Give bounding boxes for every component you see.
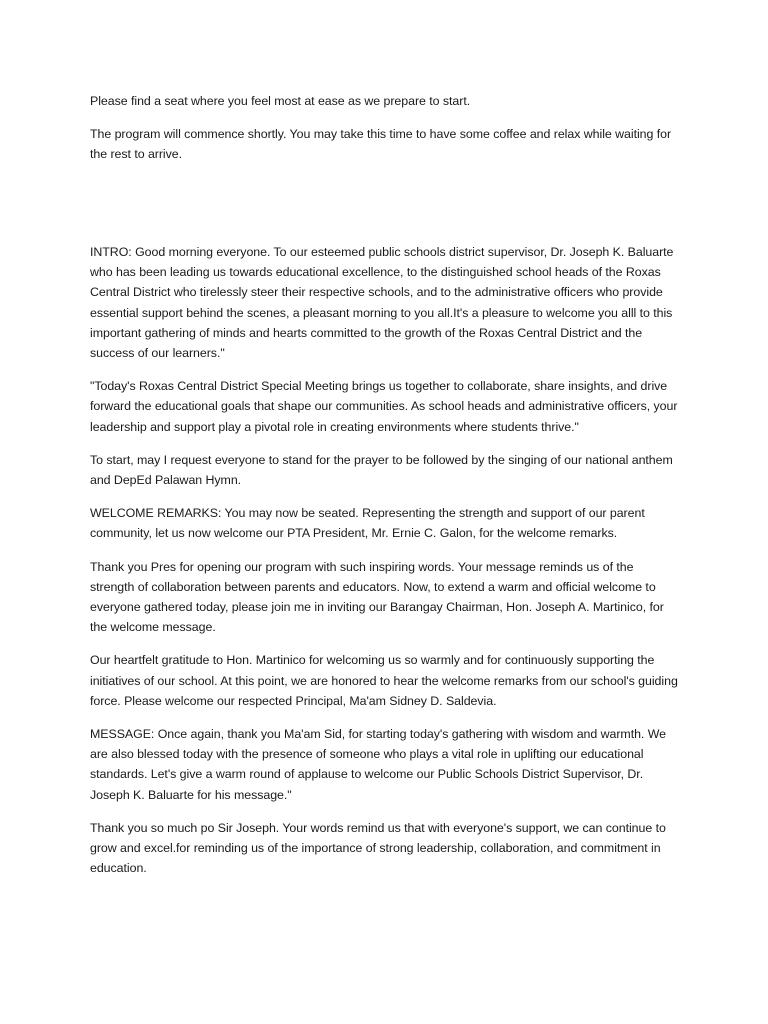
seating-paragraph: Please find a seat where you feel most at ease as we prepare to start. (90, 94, 471, 108)
opening-notes (90, 91, 680, 178)
intro-paragraph: INTRO: Good morning everyone. To our esteemed public schools district supervisor, Dr. Joseph K. Baluarte who has been leading us towards educational excellence, to the distinguished school heads of the Roxas Central District who tirelessly steer their respective schools, and to the administrative officers who provide essential support behind the scenes, a pleasant morning to you all.It's a pleasure to welcome you alll to this important gathering of minds and hearts committed to the growth of the Roxas Central District and the success of our learners." (90, 245, 674, 361)
principal-paragraph: Our heartfelt gratitude to Hon. Martinico for welcoming us so warmly and for continuously supporting the initiatives of our school. At this point, we are honored to hear the welcome remarks from our school's guiding force. Please welcome our respected Principal, Ma'am Sidney D. Saldevia. (90, 653, 678, 708)
barangay-chairman-paragraph: Thank you Pres for opening our program with such inspiring words. Your message reminds us of the strength of collaboration between parents and educators. Now, to extend a warm and official welcome to everyone gathered today, please join me in inviting our Barangay Chairman, Hon. Joseph A. Martinico, for the welcome message. (90, 559, 664, 635)
welcome-remarks-paragraph: WELCOME REMARKS: You may now be seated. Representing the strength and support of our parent community, let us now welcome our PTA President, Mr. Ernie C. Galon, for the welcome remarks. (90, 506, 645, 541)
prayer-anthem-paragraph: To start, may I request everyone to stand for the prayer to be followed by the singing of our national anthem and DepEd Palawan Hymn. (90, 452, 673, 488)
program-start-paragraph: The program will commence shortly. You may take this time to have some coffee and relax while waiting for the rest to arrive. (90, 127, 672, 162)
program-script (90, 242, 680, 891)
meeting-purpose-paragraph: "Today's Roxas Central District Special Meeting brings us together to collaborate, share insights, and drive forward the educational goals that shape our communities. As school heads and administrative officers, your leadership and support play a pivotal role in creating environments where students thrive." (90, 379, 678, 434)
closing-thanks-paragraph: Thank you so much po Sir Joseph. Your words remind us that with everyone's support, we can continue to grow and excel.for reminding us of the importance of strong leadership, collaboration, and commitment in education. (90, 820, 666, 876)
message-paragraph: MESSAGE: Once again, thank you Ma'am Sid, for starting today's gathering with wisdom and warmth. We are also blessed today with the presence of someone who plays a vital role in uplifting our educational standards. Let's give a warm round of applause to welcome our Public Schools District Supervisor, Dr. Joseph K. Baluarte for his message." (90, 727, 666, 802)
